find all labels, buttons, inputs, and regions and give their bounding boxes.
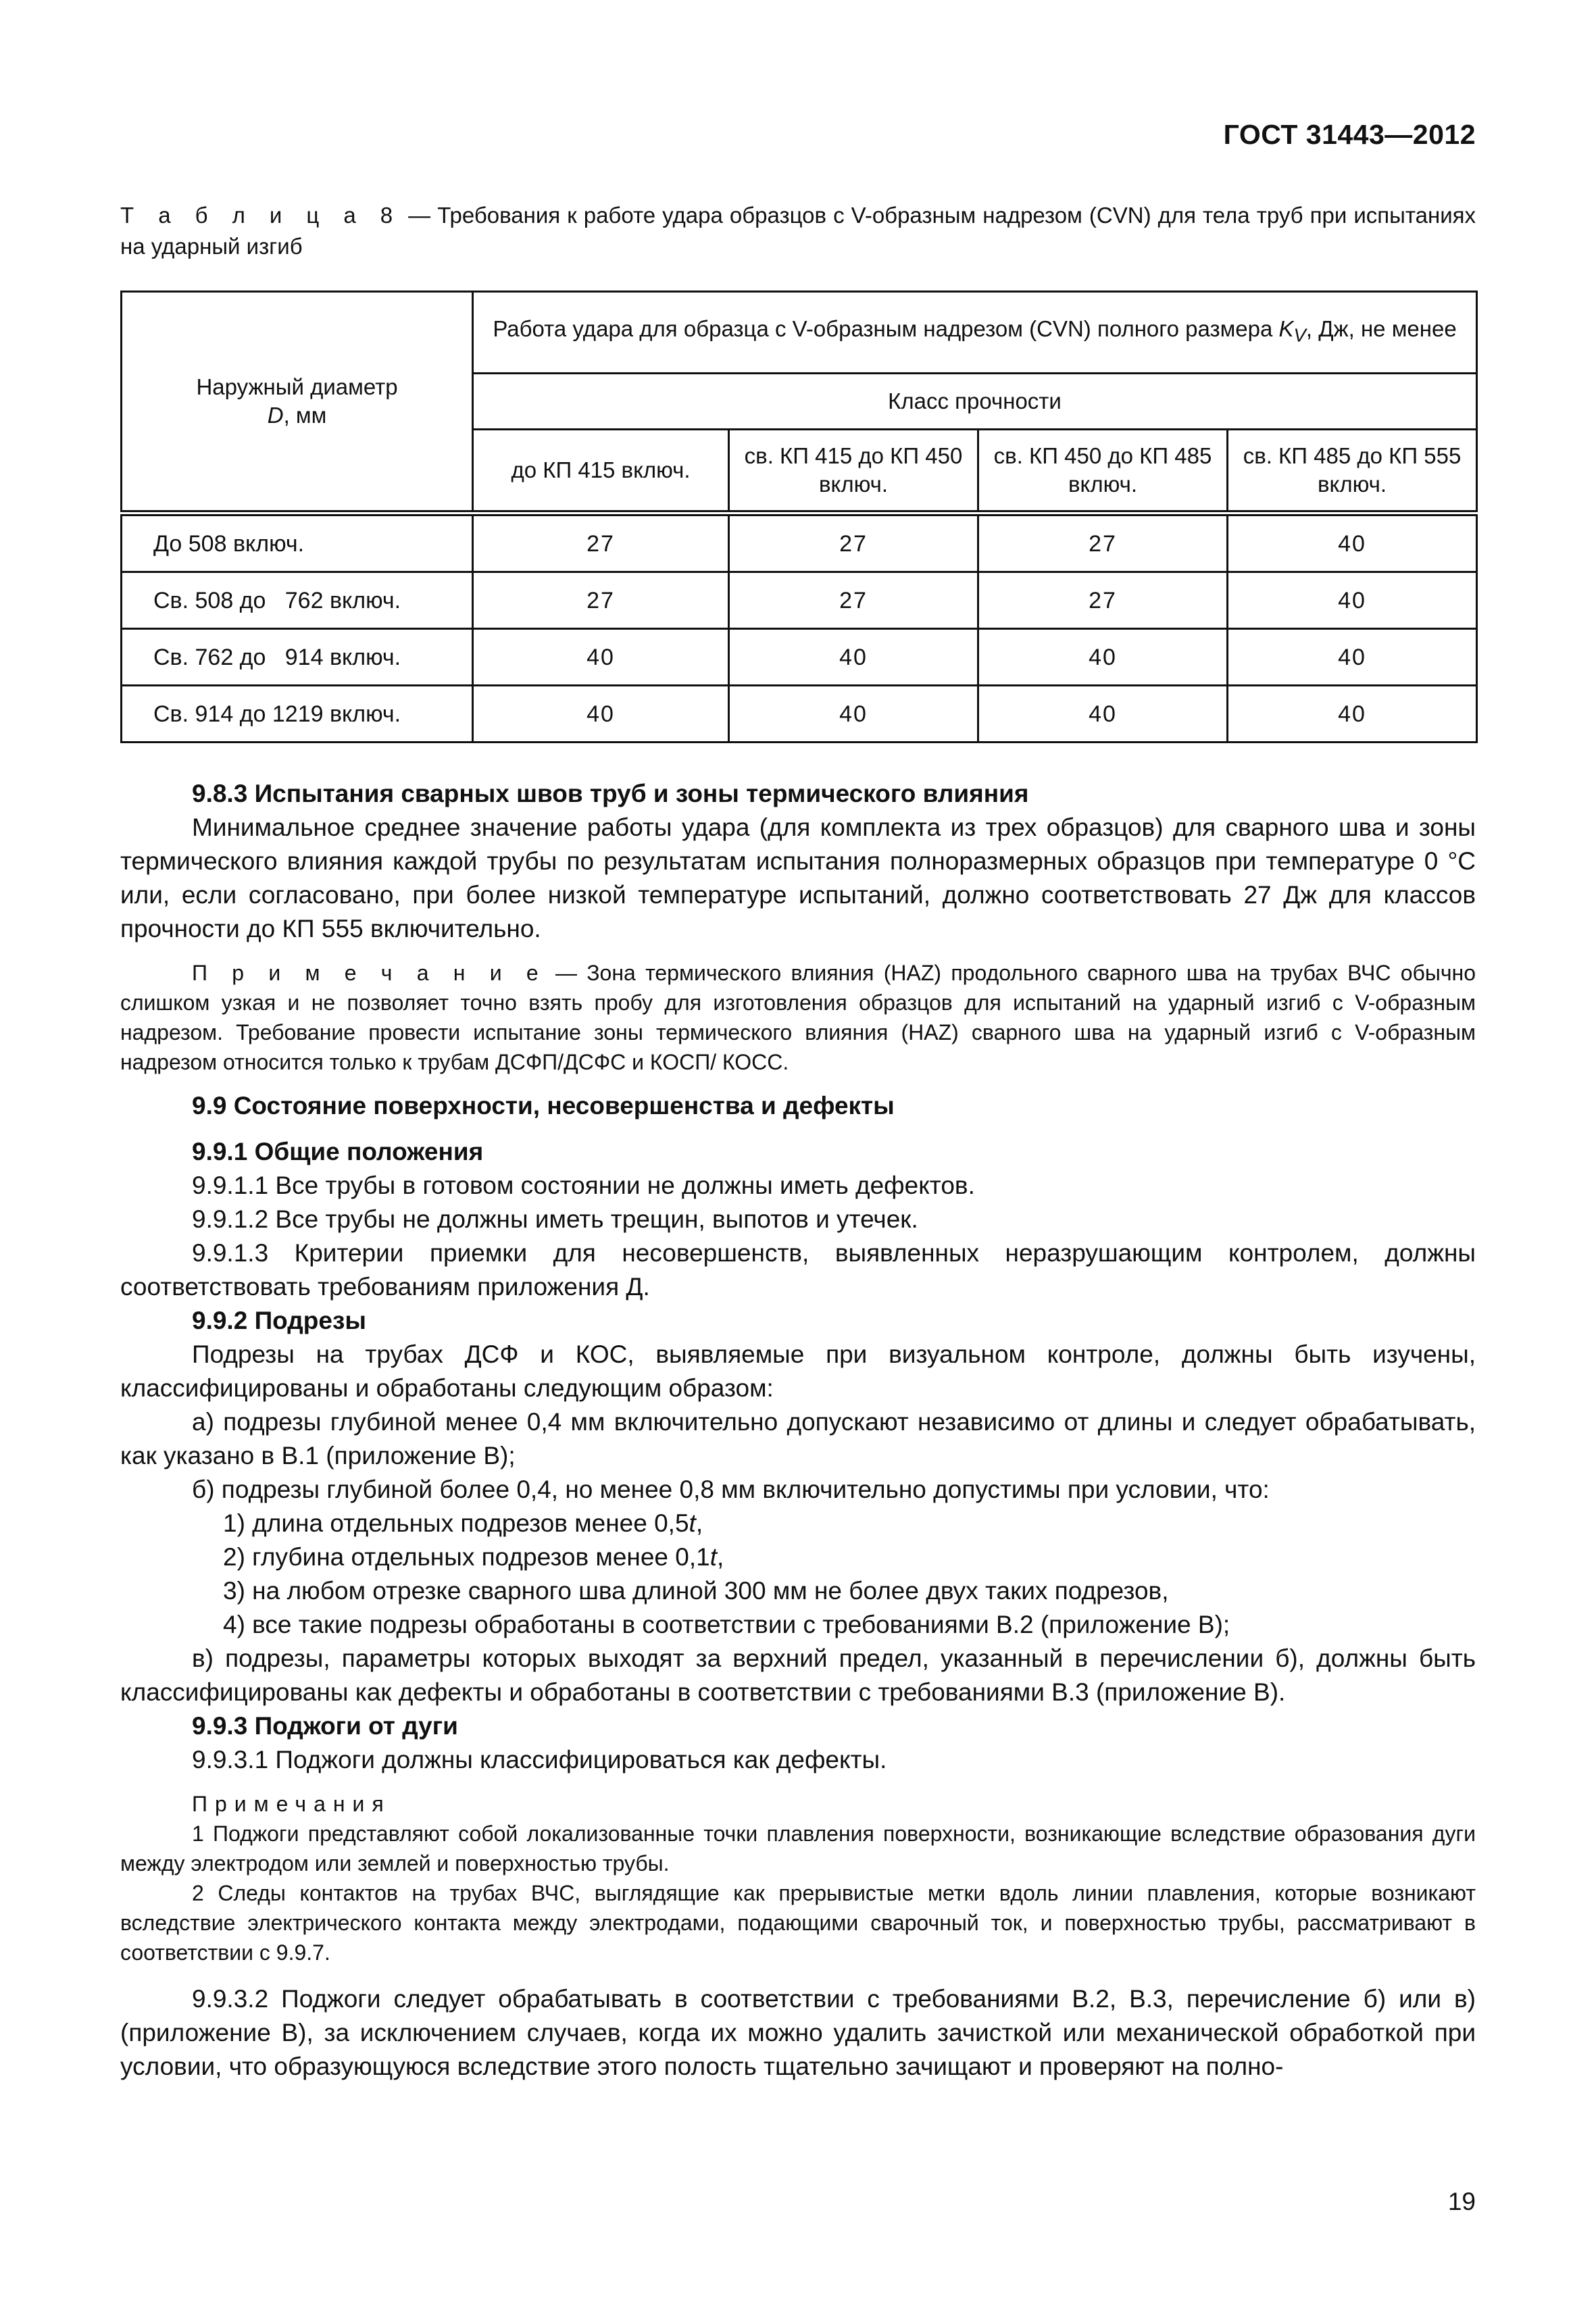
table-cell: 27 bbox=[473, 572, 729, 629]
header-cell-class: св. КП 450 до КП 485 включ. bbox=[978, 430, 1228, 513]
list-item-b: б) подрезы глубиной более 0,4, но менее 0,8 мм включительно допустимы при условии, что: bbox=[192, 1476, 1270, 1503]
page-number: 19 bbox=[1447, 2188, 1476, 2215]
header-cell-class: св. КП 415 до КП 450 включ. bbox=[729, 430, 978, 513]
sub-item-3: 3) на любом отрезке сварного шва длиной 300 мм не более двух таких подрезов, bbox=[223, 1577, 1169, 1605]
paragraph-9-9-1-3: 9.9.1.3 Критерии приемки для несовершенств, выявленных неразрушающим контролем, должны соответствовать требованиям приложения Д. bbox=[120, 1239, 1476, 1301]
document-code: ГОСТ 31443—2012 bbox=[1223, 119, 1476, 150]
notes-heading: Примечания bbox=[192, 1792, 391, 1816]
header-cell-diameter: Наружный диаметр D, мм bbox=[122, 292, 473, 513]
sub-item-1: 1) длина отдельных подрезов менее 0,5t, bbox=[223, 1509, 703, 1537]
table-cell: 27 bbox=[978, 513, 1228, 572]
table-caption bbox=[120, 200, 1476, 262]
table-caption-label: Т а б л и ц а 8 bbox=[120, 203, 402, 228]
table-cell: 40 bbox=[729, 629, 978, 686]
section-heading-9-9: 9.9 Состояние поверхности, несовершенства и дефекты bbox=[192, 1092, 895, 1120]
section-heading-9-9-1: 9.9.1 Общие положения bbox=[192, 1138, 484, 1165]
row-label: Св. 762 до 914 включ. bbox=[122, 629, 473, 686]
table-cell: 27 bbox=[473, 513, 729, 572]
table-cell: 40 bbox=[978, 686, 1228, 743]
table-cell: 40 bbox=[1228, 572, 1477, 629]
note-9-8-3: П р и м е ч а н и е — Зона термического влияния (HAZ) продольного сварного шва на трубах ВЧС обычно слишком узкая и не позволяет точно взять пробу для изготовления образцов для испытаний на ударный изгиб с V-образным надрезом. Требование провести испытание зоны термического влияния (HAZ) сварного шва на ударный изгиб с V-образным надрезом относится только к трубам ДСФП/ДСФС и КОСП/ КОСС. bbox=[120, 961, 1476, 1074]
table-row bbox=[122, 513, 1477, 572]
table-caption-text: — Требования к работе удара образцов с V-образным надрезом (CVN) для тела труб при испытаниях на ударный изгиб bbox=[120, 203, 1476, 259]
row-label: Св. 508 до 762 включ. bbox=[122, 572, 473, 629]
paragraph-9-8-3: Минимальное среднее значение работы удара (для комплекта из трех образцов) для сварного шва и зоны термического влияния каждой трубы по результатам испытания полноразмерных образцов при температуре 0 °С или, если согласовано, при более низкой температуре испытаний, должно соответствовать 27 Дж для классов прочности до КП 555 включительно. bbox=[120, 813, 1476, 942]
paragraph-9-9-1-2: 9.9.1.2 Все трубы не должны иметь трещин, выпотов и утечек. bbox=[192, 1205, 918, 1233]
row-label: До 508 включ. bbox=[122, 513, 473, 572]
section-heading-9-9-3: 9.9.3 Поджоги от дуги bbox=[192, 1712, 458, 1740]
note-2: 2 Следы контактов на трубах ВЧС, выглядящие как прерывистые метки вдоль линии плавления, которые возникают вследствие электрического контакта между электродами, подающими сварочный ток, и поверхностью трубы, рассматривают в соответствии с 9.9.7. bbox=[120, 1881, 1476, 1965]
table-row bbox=[122, 686, 1477, 743]
section-heading-9-8-3: 9.8.3 Испытания сварных швов труб и зоны термического влияния bbox=[192, 780, 1029, 807]
table-cell: 40 bbox=[1228, 686, 1477, 743]
header-cell-class: св. КП 485 до КП 555 включ. bbox=[1228, 430, 1477, 513]
note-1: 1 Поджоги представляют собой локализованные точки плавления поверхности, возникающие вследствие образования дуги между электродом или землей и поверхностью трубы. bbox=[120, 1821, 1476, 1876]
table-cell: 40 bbox=[473, 686, 729, 743]
sub-item-4: 4) все такие подрезы обработаны в соответствии с требованиями В.2 (приложение В); bbox=[223, 1611, 1230, 1638]
section-heading-9-9-2: 9.9.2 Подрезы bbox=[192, 1307, 366, 1334]
header-cell-strength-class: Класс прочности bbox=[473, 374, 1477, 430]
impact-work-table bbox=[120, 291, 1478, 743]
list-item-c: в) подрезы, параметры которых выходят за верхний предел, указанный в перечислении б), должны быть классифицированы как дефекты и обработаны в соответствии с требованиями В.3 (приложение В). bbox=[120, 1644, 1476, 1706]
paragraph-9-9-2: Подрезы на трубах ДСФ и КОС, выявляемые при визуальном контроле, должны быть изучены, классифицированы и обработаны следующим образом: bbox=[120, 1340, 1476, 1402]
table-cell: 40 bbox=[473, 629, 729, 686]
table-cell: 27 bbox=[729, 513, 978, 572]
table-cell: 40 bbox=[729, 686, 978, 743]
header-cell-class: до КП 415 включ. bbox=[473, 430, 729, 513]
paragraph-9-9-3-1: 9.9.3.1 Поджоги должны классифицироваться как дефекты. bbox=[192, 1746, 887, 1774]
page-content bbox=[120, 200, 1476, 2084]
table-cell: 40 bbox=[1228, 629, 1477, 686]
paragraph-9-9-3-2: 9.9.3.2 Поджоги следует обрабатывать в соответствии с требованиями В.2, В.3, перечисление б) или в) (приложение В), за исключением случаев, когда их можно удалить зачисткой или механической обработкой при условии, что образующуюся вследствие этого полость тщательно зачищают и проверяют на полно- bbox=[120, 1985, 1476, 2080]
table-cell: 27 bbox=[978, 572, 1228, 629]
row-label: Св. 914 до 1219 включ. bbox=[122, 686, 473, 743]
header-cell-impact-work: Работа удара для образца с V-образным надрезом (CVN) полного размера $K_V$, Дж, не менее bbox=[473, 292, 1477, 374]
paragraph-9-9-1-1: 9.9.1.1 Все трубы в готовом состоянии не должны иметь дефектов. bbox=[192, 1172, 975, 1199]
list-item-a: а) подрезы глубиной менее 0,4 мм включительно допускают независимо от длины и следует обрабатывать, как указано в В.1 (приложение В); bbox=[120, 1408, 1476, 1469]
table-row bbox=[122, 629, 1477, 686]
table-cell: 27 bbox=[729, 572, 978, 629]
table-cell: 40 bbox=[1228, 513, 1477, 572]
table-cell: 40 bbox=[978, 629, 1228, 686]
sub-item-2: 2) глубина отдельных подрезов менее 0,1t, bbox=[223, 1543, 724, 1571]
table-row bbox=[122, 572, 1477, 629]
